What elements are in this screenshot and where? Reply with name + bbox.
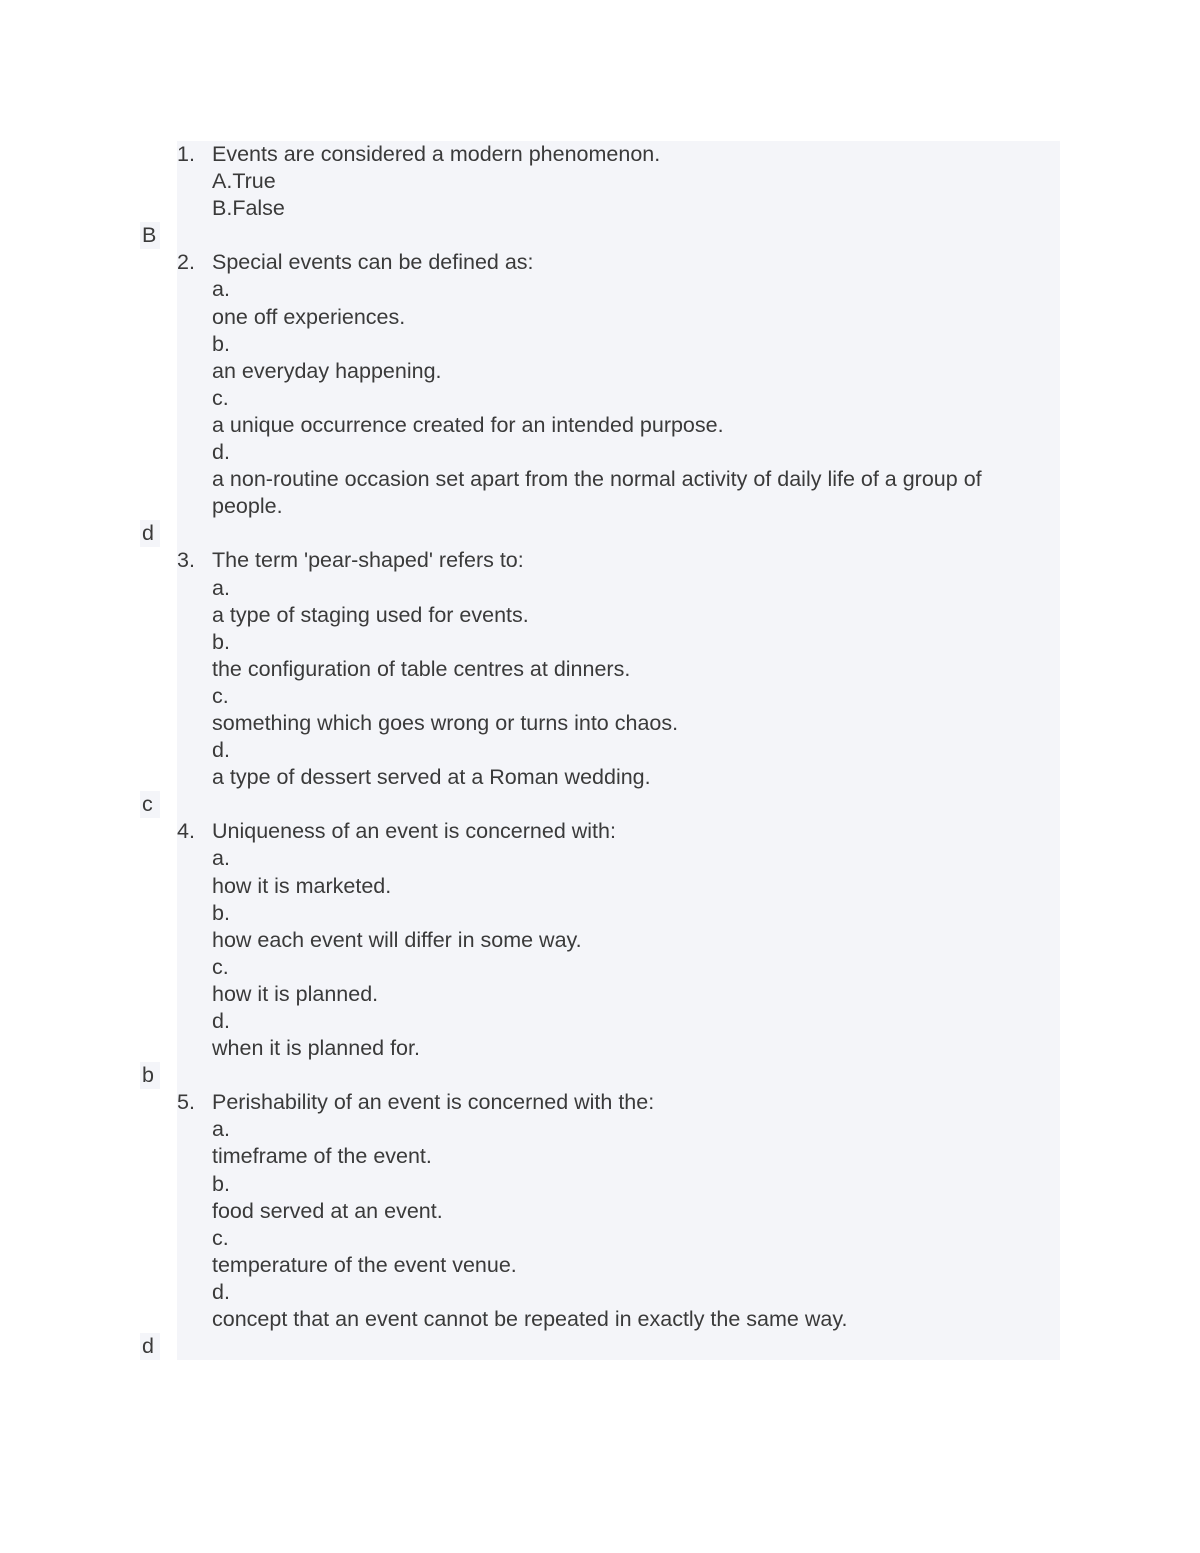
option-line: one off experiences. bbox=[212, 304, 406, 329]
option-line: how it is marketed. bbox=[212, 873, 392, 898]
option-line: d. bbox=[212, 440, 230, 465]
option-line: B.False bbox=[212, 196, 285, 221]
answer-row-shade bbox=[177, 1062, 1060, 1089]
option-line: when it is planned for. bbox=[212, 1036, 420, 1061]
question-number: 4. bbox=[177, 819, 195, 844]
option-line: b. bbox=[212, 629, 230, 654]
question-number: 2. bbox=[177, 250, 195, 275]
option-line: temperature of the event venue. bbox=[212, 1252, 517, 1277]
question-text: Perishability of an event is concerned with the: bbox=[212, 1090, 655, 1115]
option-line: concept that an event cannot be repeated in exactly the same way. bbox=[212, 1307, 848, 1332]
option-line: c. bbox=[212, 1225, 229, 1250]
option-line: a. bbox=[212, 277, 230, 302]
question-text: Uniqueness of an event is concerned with: bbox=[212, 819, 616, 844]
answer-key: d bbox=[140, 520, 160, 547]
answer-key: c bbox=[140, 791, 160, 818]
option-line: b. bbox=[212, 900, 230, 925]
question-line bbox=[177, 547, 1060, 574]
answer-row bbox=[140, 1062, 1060, 1089]
quiz-list bbox=[140, 141, 1060, 1360]
option-line: c. bbox=[212, 683, 229, 708]
option-line: A.True bbox=[212, 169, 276, 194]
option-line: a. bbox=[212, 575, 230, 600]
answer-key: b bbox=[140, 1062, 160, 1089]
option-line: people. bbox=[212, 494, 283, 519]
question-block bbox=[177, 547, 1060, 791]
question-number: 5. bbox=[177, 1090, 195, 1115]
question-number: 1. bbox=[177, 142, 195, 166]
answer-row-shade bbox=[177, 791, 1060, 818]
option-line: a type of staging used for events. bbox=[212, 602, 529, 627]
question-line bbox=[177, 249, 1060, 276]
option-line: something which goes wrong or turns into chaos. bbox=[212, 710, 679, 735]
answer-row bbox=[140, 222, 1060, 249]
question-block bbox=[177, 1089, 1060, 1333]
option-line: a. bbox=[212, 846, 230, 871]
option-line: a. bbox=[212, 1117, 230, 1142]
option-line: b. bbox=[212, 1171, 230, 1196]
question-block bbox=[177, 818, 1060, 1062]
option-line: d. bbox=[212, 1279, 230, 1304]
option-line: c. bbox=[212, 385, 229, 410]
question-line bbox=[177, 141, 1060, 168]
answer-row bbox=[140, 791, 1060, 818]
option-line: a unique occurrence created for an intended purpose. bbox=[212, 412, 724, 437]
option-line: d. bbox=[212, 738, 230, 763]
option-line: a type of dessert served at a Roman wedding. bbox=[212, 765, 651, 790]
option-line: d. bbox=[212, 1009, 230, 1033]
option-line: an everyday happening. bbox=[212, 358, 442, 383]
option-line: c. bbox=[212, 954, 229, 979]
option-line: b. bbox=[212, 331, 230, 356]
question-line bbox=[177, 818, 1060, 845]
question-text: Special events can be defined as: bbox=[212, 250, 534, 275]
answer-row bbox=[140, 1333, 1060, 1360]
answer-key: d bbox=[140, 1333, 160, 1360]
option-line: how it is planned. bbox=[212, 981, 379, 1006]
question-line bbox=[177, 1089, 1060, 1116]
question-block bbox=[177, 141, 1060, 222]
option-line: how each event will differ in some way. bbox=[212, 927, 582, 952]
option-line: timeframe of the event. bbox=[212, 1144, 432, 1169]
answer-row bbox=[140, 520, 1060, 547]
answer-key: B bbox=[140, 222, 160, 249]
option-line: a non-routine occasion set apart from the normal activity of daily life of a group of bbox=[212, 467, 982, 492]
answer-row-shade bbox=[177, 1333, 1060, 1360]
question-text: Events are considered a modern phenomenon. bbox=[212, 142, 661, 166]
option-line: food served at an event. bbox=[212, 1198, 443, 1223]
answer-row-shade bbox=[177, 222, 1060, 249]
question-text: The term 'pear-shaped' refers to: bbox=[212, 548, 524, 573]
question-number: 3. bbox=[177, 548, 195, 573]
option-line: the configuration of table centres at dinners. bbox=[212, 656, 631, 681]
answer-row-shade bbox=[177, 520, 1060, 547]
question-block bbox=[177, 249, 1060, 520]
